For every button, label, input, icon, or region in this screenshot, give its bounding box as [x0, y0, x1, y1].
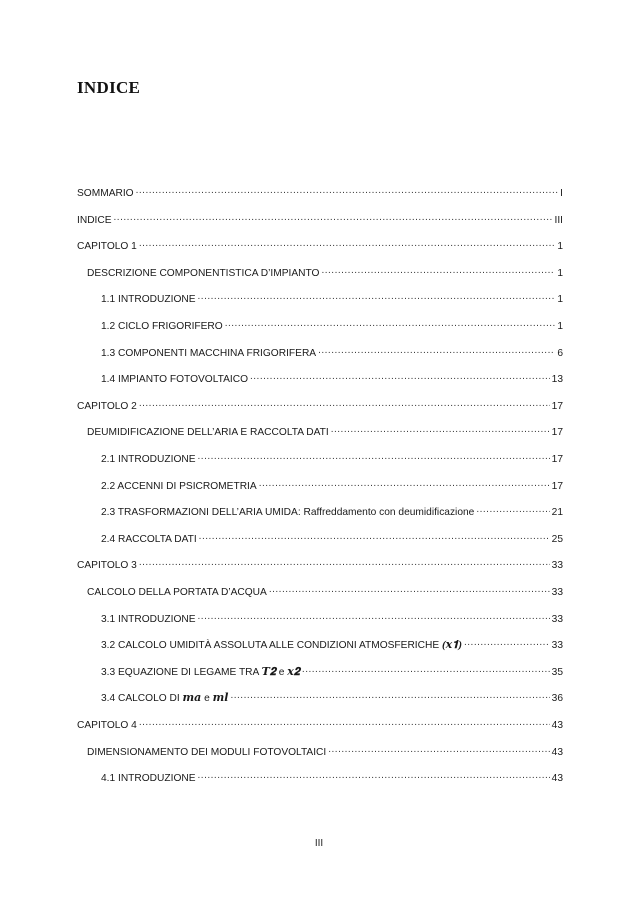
toc-entry-title: 2.1 INTRODUZIONE	[101, 454, 196, 465]
toc-entry-page: 25	[551, 533, 563, 545]
dot-leader	[464, 638, 550, 648]
dot-leader	[199, 532, 550, 542]
dot-leader	[139, 558, 550, 568]
toc-entry[interactable]	[101, 479, 563, 494]
toc-entry-title: CAPITOLO 1	[77, 241, 137, 253]
toc-entry[interactable]	[101, 612, 563, 627]
toc-entry-page: 43	[551, 746, 563, 758]
toc-entry-page: 33	[551, 640, 563, 652]
toc-entry-title: 3.4 CALCOLO DI 𝒎𝒂 e 𝒎𝒍	[101, 692, 229, 705]
toc-entry-page: 17	[551, 400, 563, 412]
toc-entry[interactable]	[101, 346, 563, 361]
toc-entry-title: DEUMIDIFICAZIONE DELL’ARIA E RACCOLTA DATI	[87, 427, 329, 439]
toc-entry-title: SOMMARIO	[77, 188, 134, 199]
toc-entry[interactable]	[101, 691, 563, 706]
toc-entry[interactable]	[77, 213, 563, 228]
toc-entry[interactable]	[77, 186, 563, 201]
dot-leader	[318, 346, 555, 356]
toc-entry-title: 3.1 INTRODUZIONE	[101, 613, 196, 625]
dot-leader	[302, 665, 550, 675]
dot-leader	[259, 479, 550, 489]
toc-entry[interactable]	[101, 452, 563, 467]
dot-leader	[139, 239, 556, 249]
toc-entry[interactable]	[77, 399, 563, 414]
toc-entry-title: CAPITOLO 4	[77, 720, 137, 731]
page-number: III	[314, 838, 324, 849]
toc-entry-title: CAPITOLO 2	[77, 400, 137, 412]
toc-entry-page: 6	[557, 347, 563, 359]
dot-leader	[136, 186, 559, 196]
dot-leader	[225, 319, 556, 329]
toc-entry[interactable]	[101, 372, 563, 387]
toc-entry-title: 4.1 INTRODUZIONE	[101, 773, 196, 785]
dot-leader	[321, 266, 555, 276]
dot-leader	[114, 213, 553, 223]
toc-entry[interactable]	[87, 585, 563, 600]
dot-leader	[198, 452, 550, 462]
toc-entry-title: 1.4 IMPIANTO FOTOVOLTAICO	[101, 374, 248, 386]
dot-leader	[139, 399, 550, 409]
toc-entry[interactable]	[87, 425, 563, 440]
dot-leader	[476, 505, 549, 515]
toc-entry-page: 21	[551, 507, 563, 519]
toc-entry-page: III	[554, 214, 563, 226]
toc-entry[interactable]	[101, 319, 563, 334]
toc-entry-page: 33	[551, 587, 563, 598]
toc-entry-title: 1.3 COMPONENTI MACCHINA FRIGORIFERA	[101, 347, 317, 359]
dot-leader	[230, 691, 549, 701]
toc-entry[interactable]	[101, 638, 563, 653]
toc-entry-page: 33	[551, 560, 563, 572]
toc-entry-page: 17	[551, 454, 563, 465]
toc-entry-page: 1	[557, 241, 563, 253]
toc-entry[interactable]	[87, 266, 563, 281]
dot-leader	[198, 292, 556, 302]
toc-entry-title: INDICE	[77, 214, 112, 226]
toc-entry[interactable]	[101, 292, 563, 307]
dot-leader	[139, 718, 550, 728]
toc-entry[interactable]	[101, 505, 563, 520]
page-title: INDICE	[77, 78, 141, 97]
toc-entry-page: 17	[551, 427, 563, 439]
toc-entry-page: 1	[557, 267, 563, 279]
toc-entry[interactable]	[77, 558, 563, 573]
toc-entry-title: 2.2 ACCENNI DI PSICROMETRIA	[101, 480, 257, 492]
dot-leader	[198, 771, 550, 781]
toc-entry-page: 1	[557, 294, 563, 306]
toc-entry-page: 13	[551, 374, 563, 386]
toc-entry[interactable]	[77, 718, 563, 733]
dot-leader	[328, 745, 549, 755]
toc-entry-title: DIMENSIONAMENTO DEI MODULI FOTOVOLTAICI	[87, 746, 327, 758]
toc-entry-title: 1.1 INTRODUZIONE	[101, 294, 196, 306]
toc-entry[interactable]	[101, 771, 563, 786]
dot-leader	[331, 425, 550, 435]
dot-leader	[198, 612, 550, 622]
toc-entry-page: 43	[551, 720, 563, 731]
toc-entry-page: 43	[551, 773, 563, 785]
toc-entry-title: DESCRIZIONE COMPONENTISTICA D’IMPIANTO	[87, 267, 320, 279]
toc-entry-page: I	[560, 188, 563, 199]
toc-entry-title: 1.2 CICLO FRIGORIFERO	[101, 321, 223, 332]
toc-entry-page: 1	[557, 321, 563, 332]
toc-entry-page: 17	[551, 480, 563, 492]
toc-entry[interactable]	[77, 239, 563, 254]
toc-entry-page: 36	[551, 693, 563, 705]
toc-entry[interactable]	[101, 532, 563, 547]
dot-leader	[250, 372, 550, 382]
toc-entry-title: 2.4 RACCOLTA DATI	[101, 533, 197, 545]
toc-entry-title: 3.2 CALCOLO UMIDITÀ ASSOLUTA ALLE CONDIZIONI ATMOSFERICHE (𝒙𝟏)	[101, 639, 462, 652]
toc-entry-title: CAPITOLO 3	[77, 560, 137, 572]
toc-entry[interactable]	[101, 665, 563, 680]
toc-entry-page: 35	[551, 666, 563, 678]
dot-leader	[269, 585, 550, 595]
toc-entry-title: 3.3 EQUAZIONE DI LEGAME TRA 𝑻𝟐 e 𝒙𝟐	[101, 665, 300, 678]
toc-entry-title: CALCOLO DELLA PORTATA D’ACQUA	[87, 587, 267, 598]
toc-entry[interactable]	[87, 745, 563, 760]
toc-entry-page: 33	[551, 613, 563, 625]
toc-entry-title: 2.3 TRASFORMAZIONI DELL’ARIA UMIDA: Raffreddamento con deumidificazione	[101, 507, 475, 519]
